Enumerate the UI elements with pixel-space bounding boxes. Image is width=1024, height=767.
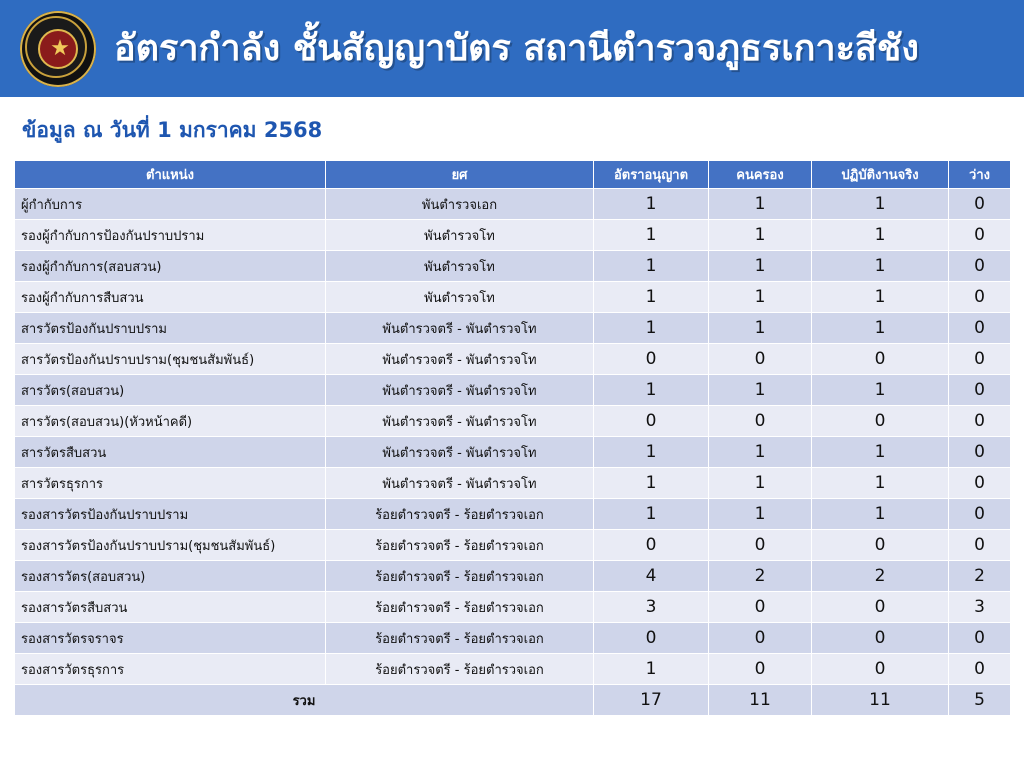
cell-rank: พันตำรวจโท — [326, 220, 594, 251]
cell-rank: พันตำรวจตรี - พันตำรวจโท — [326, 344, 594, 375]
cell-actual: 0 — [812, 623, 949, 654]
cell-vacant: 0 — [949, 375, 1011, 406]
cell-actual: 0 — [812, 592, 949, 623]
table-row — [15, 499, 1011, 530]
table-row — [15, 530, 1011, 561]
cell-vacant: 0 — [949, 220, 1011, 251]
cell-position: ผู้กำกับการ — [15, 189, 326, 220]
cell-rank: ร้อยตำรวจตรี - ร้อยตำรวจเอก — [326, 592, 594, 623]
cell-actual: 2 — [812, 561, 949, 592]
cell-held: 1 — [709, 251, 812, 282]
cell-allowed: 0 — [594, 623, 709, 654]
cell-allowed: 4 — [594, 561, 709, 592]
cell-position: รองผู้กำกับการสืบสวน — [15, 282, 326, 313]
cell-vacant: 0 — [949, 654, 1011, 685]
col-header-position: ตำแหน่ง — [15, 161, 326, 189]
cell-vacant: 3 — [949, 592, 1011, 623]
cell-allowed: 1 — [594, 437, 709, 468]
staffing-table — [14, 160, 1011, 716]
cell-allowed: 3 — [594, 592, 709, 623]
cell-actual: 0 — [812, 654, 949, 685]
cell-allowed: 1 — [594, 375, 709, 406]
table-row — [15, 406, 1011, 437]
cell-vacant: 2 — [949, 561, 1011, 592]
page-header — [0, 0, 1024, 97]
cell-rank: ร้อยตำรวจตรี - ร้อยตำรวจเอก — [326, 561, 594, 592]
col-header-actual: ปฏิบัติงานจริง — [812, 161, 949, 189]
cell-held: 0 — [709, 530, 812, 561]
table-header-row — [15, 161, 1011, 189]
cell-held: 0 — [709, 654, 812, 685]
total-allowed: 17 — [594, 685, 709, 716]
cell-allowed: 1 — [594, 468, 709, 499]
cell-actual: 1 — [812, 282, 949, 313]
cell-vacant: 0 — [949, 313, 1011, 344]
cell-allowed: 1 — [594, 282, 709, 313]
data-date-subtitle: ข้อมูล ณ วันที่ 1 มกราคม 2568 — [22, 118, 323, 142]
cell-held: 1 — [709, 468, 812, 499]
cell-held: 2 — [709, 561, 812, 592]
table-row — [15, 375, 1011, 406]
cell-actual: 0 — [812, 406, 949, 437]
police-emblem-icon: ★ — [20, 11, 96, 87]
table-total-row — [15, 685, 1011, 716]
page-title: อัตรากำลัง ชั้นสัญญาบัตร สถานีตำรวจภูธรเกาะสีชัง — [114, 28, 919, 69]
cell-vacant: 0 — [949, 189, 1011, 220]
table-row — [15, 437, 1011, 468]
col-header-allowed: อัตราอนุญาต — [594, 161, 709, 189]
cell-held: 1 — [709, 282, 812, 313]
cell-held: 0 — [709, 592, 812, 623]
cell-vacant: 0 — [949, 499, 1011, 530]
col-header-rank: ยศ — [326, 161, 594, 189]
table-body — [15, 189, 1011, 685]
cell-vacant: 0 — [949, 251, 1011, 282]
cell-rank: พันตำรวจตรี - พันตำรวจโท — [326, 406, 594, 437]
cell-held: 0 — [709, 406, 812, 437]
cell-position: รองผู้กำกับการ(สอบสวน) — [15, 251, 326, 282]
table-row — [15, 561, 1011, 592]
cell-actual: 1 — [812, 313, 949, 344]
table-row — [15, 592, 1011, 623]
cell-vacant: 0 — [949, 623, 1011, 654]
cell-actual: 1 — [812, 468, 949, 499]
cell-position: สารวัตรธุรการ — [15, 468, 326, 499]
cell-position: สารวัตร(สอบสวน)(หัวหน้าคดี) — [15, 406, 326, 437]
cell-allowed: 1 — [594, 499, 709, 530]
cell-vacant: 0 — [949, 437, 1011, 468]
cell-actual: 1 — [812, 499, 949, 530]
cell-allowed: 1 — [594, 251, 709, 282]
cell-position: รองสารวัตรป้องกันปราบปราม(ชุมชนสัมพันธ์) — [15, 530, 326, 561]
cell-allowed: 1 — [594, 189, 709, 220]
total-vacant: 5 — [949, 685, 1011, 716]
cell-allowed: 0 — [594, 406, 709, 437]
cell-position: สารวัตร(สอบสวน) — [15, 375, 326, 406]
cell-position: สารวัตรสืบสวน — [15, 437, 326, 468]
cell-held: 0 — [709, 623, 812, 654]
cell-position: รองผู้กำกับการป้องกันปราบปราม — [15, 220, 326, 251]
cell-held: 1 — [709, 189, 812, 220]
cell-vacant: 0 — [949, 406, 1011, 437]
cell-vacant: 0 — [949, 282, 1011, 313]
cell-held: 0 — [709, 344, 812, 375]
table-row — [15, 623, 1011, 654]
total-label: รวม — [15, 685, 594, 716]
cell-actual: 1 — [812, 251, 949, 282]
cell-rank: พันตำรวจตรี - พันตำรวจโท — [326, 437, 594, 468]
table-row — [15, 220, 1011, 251]
table-row — [15, 251, 1011, 282]
table-row — [15, 654, 1011, 685]
cell-rank: ร้อยตำรวจตรี - ร้อยตำรวจเอก — [326, 530, 594, 561]
cell-rank: พันตำรวจตรี - พันตำรวจโท — [326, 468, 594, 499]
cell-rank: พันตำรวจตรี - พันตำรวจโท — [326, 313, 594, 344]
cell-vacant: 0 — [949, 468, 1011, 499]
cell-rank: ร้อยตำรวจตรี - ร้อยตำรวจเอก — [326, 654, 594, 685]
col-header-vacant: ว่าง — [949, 161, 1011, 189]
col-header-held: คนครอง — [709, 161, 812, 189]
cell-allowed: 1 — [594, 220, 709, 251]
total-held: 11 — [709, 685, 812, 716]
cell-rank: พันตำรวจตรี - พันตำรวจโท — [326, 375, 594, 406]
cell-held: 1 — [709, 220, 812, 251]
cell-rank: พันตำรวจเอก — [326, 189, 594, 220]
cell-rank: พันตำรวจโท — [326, 282, 594, 313]
cell-actual: 0 — [812, 344, 949, 375]
cell-actual: 0 — [812, 530, 949, 561]
cell-held: 1 — [709, 313, 812, 344]
cell-allowed: 0 — [594, 344, 709, 375]
cell-position: รองสารวัตรธุรการ — [15, 654, 326, 685]
cell-position: รองสารวัตรป้องกันปราบปราม — [15, 499, 326, 530]
total-actual: 11 — [812, 685, 949, 716]
cell-position: รองสารวัตรจราจร — [15, 623, 326, 654]
cell-held: 1 — [709, 375, 812, 406]
cell-actual: 1 — [812, 375, 949, 406]
cell-vacant: 0 — [949, 530, 1011, 561]
cell-allowed: 0 — [594, 530, 709, 561]
cell-vacant: 0 — [949, 344, 1011, 375]
table-row — [15, 344, 1011, 375]
table-row — [15, 313, 1011, 344]
cell-rank: ร้อยตำรวจตรี - ร้อยตำรวจเอก — [326, 499, 594, 530]
cell-position: รองสารวัตรสืบสวน — [15, 592, 326, 623]
cell-rank: พันตำรวจโท — [326, 251, 594, 282]
cell-actual: 1 — [812, 189, 949, 220]
cell-allowed: 1 — [594, 654, 709, 685]
cell-held: 1 — [709, 499, 812, 530]
cell-held: 1 — [709, 437, 812, 468]
table-row — [15, 189, 1011, 220]
table-row — [15, 282, 1011, 313]
cell-position: สารวัตรป้องกันปราบปราม — [15, 313, 326, 344]
cell-rank: ร้อยตำรวจตรี - ร้อยตำรวจเอก — [326, 623, 594, 654]
cell-actual: 1 — [812, 437, 949, 468]
cell-position: สารวัตรป้องกันปราบปราม(ชุมชนสัมพันธ์) — [15, 344, 326, 375]
cell-actual: 1 — [812, 220, 949, 251]
cell-allowed: 1 — [594, 313, 709, 344]
table-row — [15, 468, 1011, 499]
cell-position: รองสารวัตร(สอบสวน) — [15, 561, 326, 592]
